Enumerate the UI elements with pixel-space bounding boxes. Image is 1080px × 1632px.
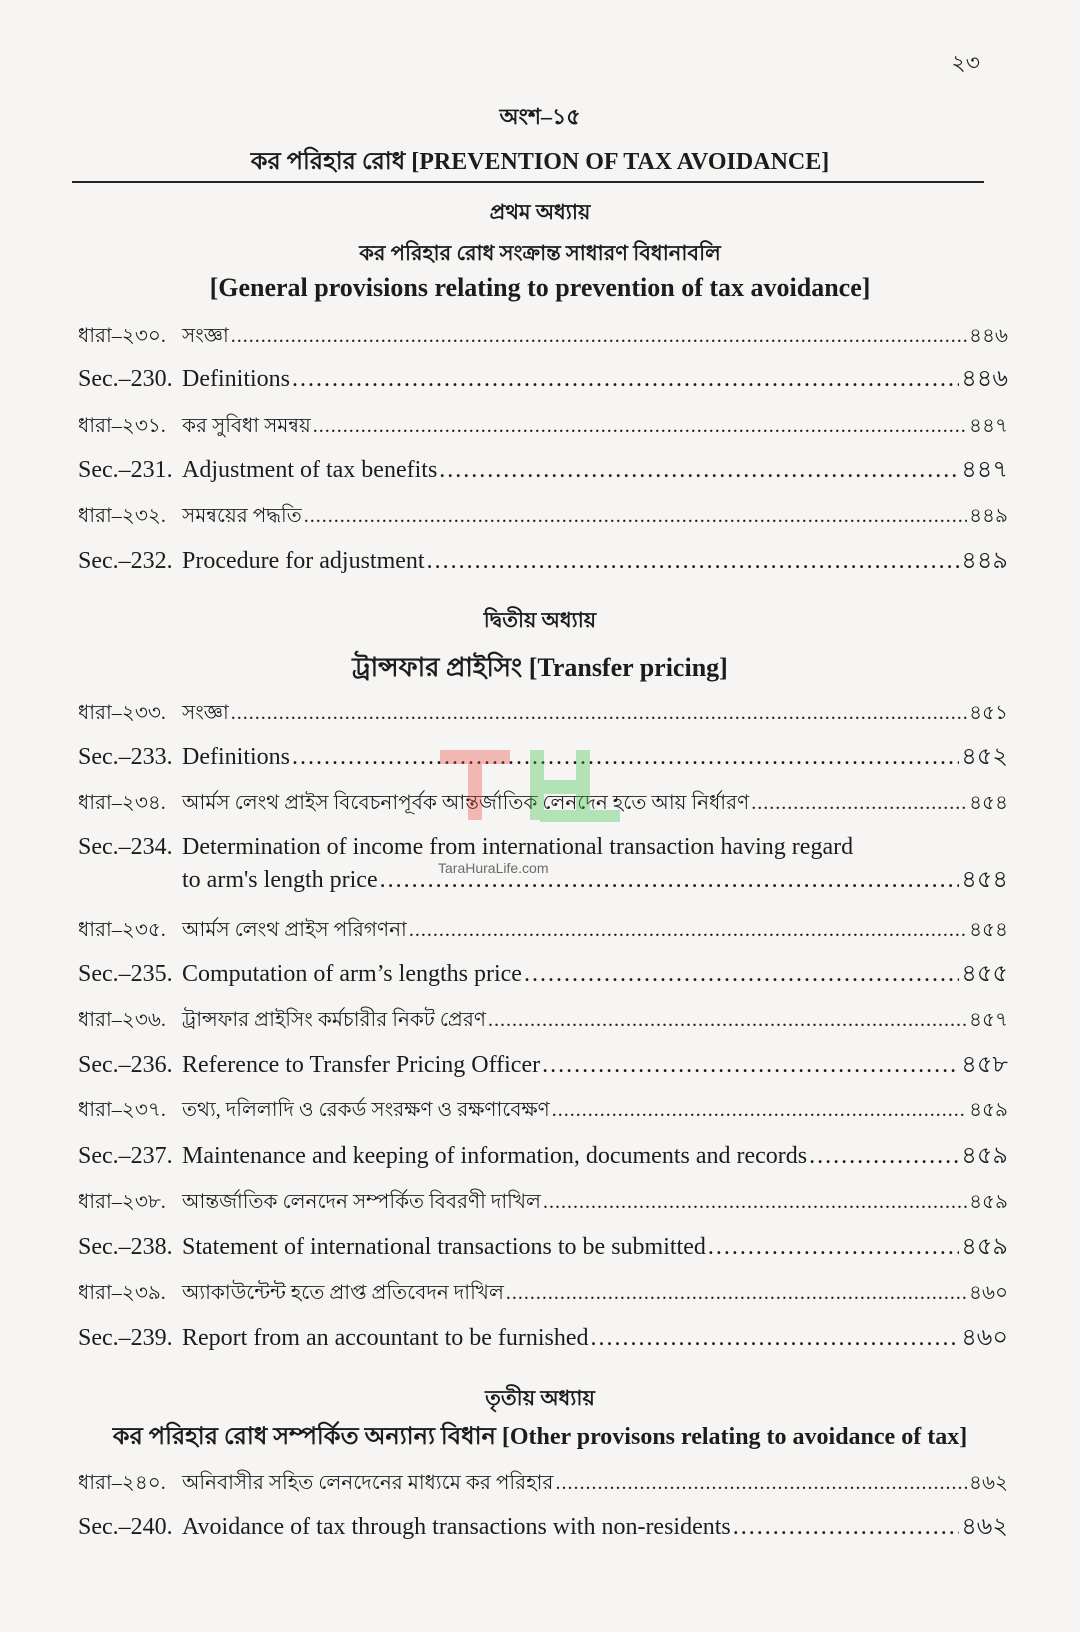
dot-leader [809,1140,959,1172]
entry-section: ধারা–২৩৫. [78,919,166,941]
dot-leader [488,1004,967,1036]
part-rule [72,181,984,183]
entry-title: Determination of income from international transaction having regard [182,834,854,860]
entry-section: Sec.–235. [78,961,173,987]
chapter-2-subtitle: ট্রান্সফার প্রাইসিং [Transfer pricing] [352,653,728,682]
toc-entry [78,1467,1008,1499]
entry-title: সংজ্ঞা [182,325,229,347]
entry-title: Reference to Transfer Pricing Officer [182,1052,541,1078]
entry-title: Adjustment of tax benefits [182,457,438,483]
chapter-2-title: দ্বিতীয় অধ্যায় [483,608,597,632]
toc-entry [78,1511,1008,1543]
entry-title: আন্তর্জাতিক লেনদেন সম্পর্কিত বিবরণী দাখিল [182,1191,541,1213]
watermark-text: TaraHuraLife.com [438,860,549,876]
entry-section: ধারা–২৩৪. [78,792,166,814]
dot-leader [313,410,967,442]
dot-leader [555,1467,967,1499]
entry-section: Sec.–231. [78,457,173,483]
entry-section: Sec.–240. [78,1514,173,1540]
entry-title: Computation of arm’s lengths price [182,961,522,987]
dot-leader [304,500,967,532]
dot-leader [506,1277,967,1309]
entry-section: Sec.–232. [78,548,173,574]
entry-page: ৪৫৪ [961,867,1008,893]
toc-entry [78,958,1008,990]
toc-entry [78,1049,1008,1081]
entry-title: Definitions [182,366,290,392]
entry-section: Sec.–237. [78,1143,173,1169]
entry-title: তথ্য, দলিলাদি ও রেকর্ড সংরক্ষণ ও রক্ষণাবেক্ষণ [182,1099,550,1121]
entry-page: ৪৫৯ [969,1191,1008,1213]
entry-title: Procedure for adjustment [182,548,425,574]
entry-page: ৪৫৯ [961,1234,1008,1260]
entry-section: Sec.–238. [78,1234,173,1260]
dot-leader [409,914,967,946]
entry-title: Statement of international transactions to be submitted [182,1234,706,1260]
entry-section: ধারা–২৩১. [78,415,166,437]
dot-leader [733,1511,959,1543]
entry-page: ৪৪৬ [961,366,1008,392]
chapter-3-title: তৃতীয় অধ্যায় [485,1386,595,1410]
toc-entry [78,1094,1008,1126]
entry-section: Sec.–233. [78,744,173,770]
entry-section: ধারা–২৩৯. [78,1282,166,1304]
toc-entry [78,545,1008,577]
dot-leader [708,1231,959,1263]
entry-page: ৪৪৯ [969,505,1008,527]
toc-entry [78,697,1008,729]
toc-entry [78,454,1008,486]
toc-entry [78,410,1008,442]
entry-page: ৪৫৮ [961,1052,1008,1078]
dot-leader [524,958,959,990]
entry-title: সমন্বয়ের পদ্ধতি [182,505,302,527]
dot-leader [439,454,959,486]
dot-leader [591,1322,960,1354]
entry-title: কর সুবিধা সমন্বয় [182,415,311,437]
entry-title: Maintenance and keeping of information, documents and records [182,1143,808,1169]
entry-title: অনিবাসীর সহিত লেনদেনের মাধ্যমে কর পরিহার [182,1472,554,1494]
entry-section: Sec.–239. [78,1325,173,1351]
entry-page: ৪৫২ [961,744,1008,770]
entry-page: ৪৪৭ [961,457,1008,483]
entry-page: ৪৫৯ [969,1099,1008,1121]
dot-leader [292,363,959,395]
entry-title-continued: to arm's length price [182,867,378,893]
entry-section: ধারা–২৩৮. [78,1191,166,1213]
entry-page: ৪৪৯ [961,548,1008,574]
entry-section: ধারা–২৩২. [78,505,166,527]
watermark-logo [420,740,630,870]
entry-title: Report from an accountant to be furnished [182,1325,589,1351]
dot-leader [552,1094,967,1126]
toc-entry [78,363,1008,395]
chapter-1-subtitle-en: [General provisions relating to prevention of tax avoidance] [209,273,871,302]
chapter-3-subtitle: কর পরিহার রোধ সম্পর্কিত অন্যান্য বিধান [Other provisons relating to avoidance of tax] [112,1424,968,1450]
entry-page: ৪৫৪ [969,919,1008,941]
entry-title: Avoidance of tax through transactions with non-residents [182,1514,731,1540]
toc-entry [78,1322,1008,1354]
entry-title: সংজ্ঞা [182,702,229,724]
entry-title: আর্মস লেংথ প্রাইস বিবেচনাপূর্বক আন্তর্জাতিক লেনদেন হতে আয় নির্ধারণ [182,792,750,814]
entry-section: Sec.–230. [78,366,173,392]
entry-title: Definitions [182,744,290,770]
entry-section: ধারা–২৩৩. [78,702,166,724]
entry-page: ৪৫৯ [961,1143,1008,1169]
entry-page: ৪৪৬ [969,325,1008,347]
entry-page: ৪৫১ [969,702,1008,724]
toc-entry [78,1277,1008,1309]
dot-leader [543,1186,967,1218]
entry-section: Sec.–234. [78,834,173,860]
entry-section: Sec.–236. [78,1052,173,1078]
dot-leader [231,697,967,729]
toc-entry [78,1140,1008,1172]
entry-page: ৪৬২ [961,1514,1008,1540]
entry-section: ধারা–২৩৭. [78,1099,166,1121]
toc-entry [78,320,1008,352]
entry-page: ৪৫৫ [961,961,1008,987]
dot-leader [542,1049,959,1081]
dot-leader [427,545,960,577]
dot-leader [231,320,967,352]
toc-entry [78,1231,1008,1263]
part-subtitle: কর পরিহার রোধ [PREVENTION OF TAX AVOIDANCE] [250,149,830,175]
entry-page: ৪৬২ [969,1472,1008,1494]
toc-entry [78,914,1008,946]
entry-page: ৪৬০ [969,1282,1008,1304]
part-title: অংশ–১৫ [499,104,581,129]
entry-page: ৪৫৪ [969,792,1008,814]
toc-entry [78,500,1008,532]
entry-section: ধারা–২৩০. [78,325,166,347]
entry-page: ৪৫৭ [969,1009,1008,1031]
entry-title: আর্মস লেংথ প্রাইস পরিগণনা [182,919,407,941]
entry-section: ধারা–২৪০. [78,1472,166,1494]
entry-title: ট্রান্সফার প্রাইসিং কর্মচারীর নিকট প্রেরণ [182,1009,486,1031]
entry-title: অ্যাকাউন্টেন্ট হতে প্রাপ্ত প্রতিবেদন দাখিল [182,1282,504,1304]
entry-section: ধারা–২৩৬. [78,1009,166,1031]
chapter-1-title: প্রথম অধ্যায় [489,200,591,224]
entry-page: ৪৬০ [961,1325,1008,1351]
toc-entry [78,1186,1008,1218]
chapter-1-subtitle: কর পরিহার রোধ সংক্রান্ত সাধারণ বিধানাবলি [359,241,721,265]
page-number: ২৩ [951,50,980,75]
dot-leader [751,787,967,819]
entry-page: ৪৪৭ [969,415,1008,437]
toc-entry [78,1004,1008,1036]
